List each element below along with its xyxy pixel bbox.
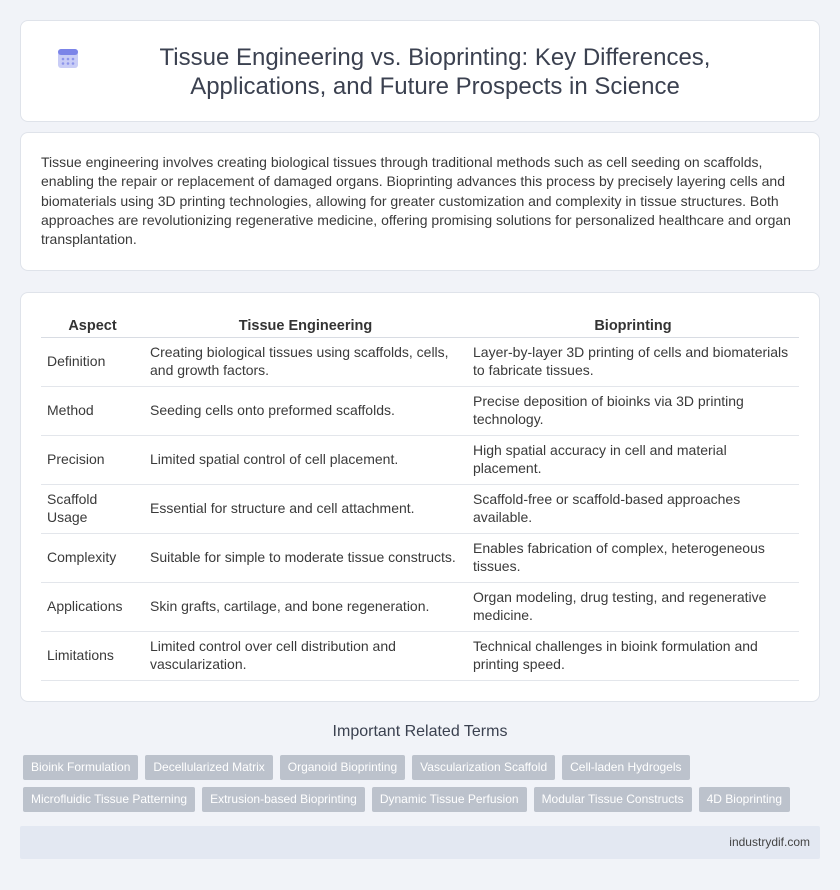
aspect-cell: Scaffold Usage (41, 484, 144, 533)
related-term-tag[interactable]: Bioink Formulation (23, 755, 138, 780)
footer (20, 826, 820, 859)
column-header-aspect: Aspect (41, 315, 144, 337)
bioprinting-cell: Organ modeling, drug testing, and regenerative medicine. (467, 582, 799, 631)
related-term-tag[interactable]: Extrusion-based Bioprinting (202, 787, 365, 812)
comparison-table (41, 315, 799, 681)
tissue-engineering-cell: Limited control over cell distribution and vascularization. (144, 631, 467, 680)
related-terms-list (23, 755, 813, 812)
intro-paragraph: Tissue engineering involves creating biological tissues through traditional methods such as cell seeding on scaffolds, enabling the repair or replacement of damaged organs. Bioprinting advances this process by precisely layering cells and biomaterials using 3D printing technologies, allowing for greater customization and complexity in tissue structures. Both approaches are revolutionizing regenerative medicine, offering promising solutions for personalized healthcare and organ transplantation. (41, 154, 791, 248)
table-row (41, 533, 799, 582)
page-title: Tissue Engineering vs. Bioprinting: Key Differences, Applications, and Future Prospects in Science (159, 44, 711, 100)
table-row (41, 337, 799, 386)
aspect-cell: Applications (41, 582, 144, 631)
tissue-engineering-cell: Limited spatial control of cell placement. (144, 435, 467, 484)
aspect-cell: Precision (41, 435, 144, 484)
table-row (41, 582, 799, 631)
footer-site-link[interactable]: industrydif.com (729, 835, 810, 849)
bioprinting-cell: Precise deposition of bioinks via 3D printing technology. (467, 386, 799, 435)
related-term-tag[interactable]: Microfluidic Tissue Patterning (23, 787, 195, 812)
aspect-cell: Complexity (41, 533, 144, 582)
table-row (41, 386, 799, 435)
related-terms-heading: Important Related Terms (332, 723, 508, 740)
aspect-cell: Definition (41, 337, 144, 386)
related-term-tag[interactable]: Organoid Bioprinting (280, 755, 405, 780)
tissue-engineering-cell: Suitable for simple to moderate tissue constructs. (144, 533, 467, 582)
related-term-tag[interactable]: Modular Tissue Constructs (534, 787, 692, 812)
title-card (20, 20, 820, 122)
table-header-row (41, 315, 799, 337)
tissue-engineering-cell: Essential for structure and cell attachment. (144, 484, 467, 533)
intro-card (20, 132, 820, 271)
related-term-tag[interactable]: Vascularization Scaffold (412, 755, 555, 780)
bioprinting-cell: Layer-by-layer 3D printing of cells and biomaterials to fabricate tissues. (467, 337, 799, 386)
aspect-cell: Method (41, 386, 144, 435)
related-term-tag[interactable]: Cell-laden Hydrogels (562, 755, 689, 780)
bioprinting-cell: High spatial accuracy in cell and material placement. (467, 435, 799, 484)
related-term-tag[interactable]: Dynamic Tissue Perfusion (372, 787, 527, 812)
bioprinting-cell: Scaffold-free or scaffold-based approaches available. (467, 484, 799, 533)
column-header-bioprinting: Bioprinting (467, 315, 799, 337)
column-header-tissue-engineering: Tissue Engineering (144, 315, 467, 337)
related-term-tag[interactable]: 4D Bioprinting (699, 787, 790, 812)
aspect-cell: Limitations (41, 631, 144, 680)
comparison-card (20, 292, 820, 702)
related-term-tag[interactable]: Decellularized Matrix (145, 755, 272, 780)
tissue-engineering-cell: Creating biological tissues using scaffolds, cells, and growth factors. (144, 337, 467, 386)
bioprinting-cell: Technical challenges in bioink formulation and printing speed. (467, 631, 799, 680)
tissue-engineering-cell: Skin grafts, cartilage, and bone regeneration. (144, 582, 467, 631)
tissue-engineering-cell: Seeding cells onto preformed scaffolds. (144, 386, 467, 435)
table-row (41, 631, 799, 680)
table-row (41, 435, 799, 484)
table-row (41, 484, 799, 533)
bioprinting-cell: Enables fabrication of complex, heterogeneous tissues. (467, 533, 799, 582)
